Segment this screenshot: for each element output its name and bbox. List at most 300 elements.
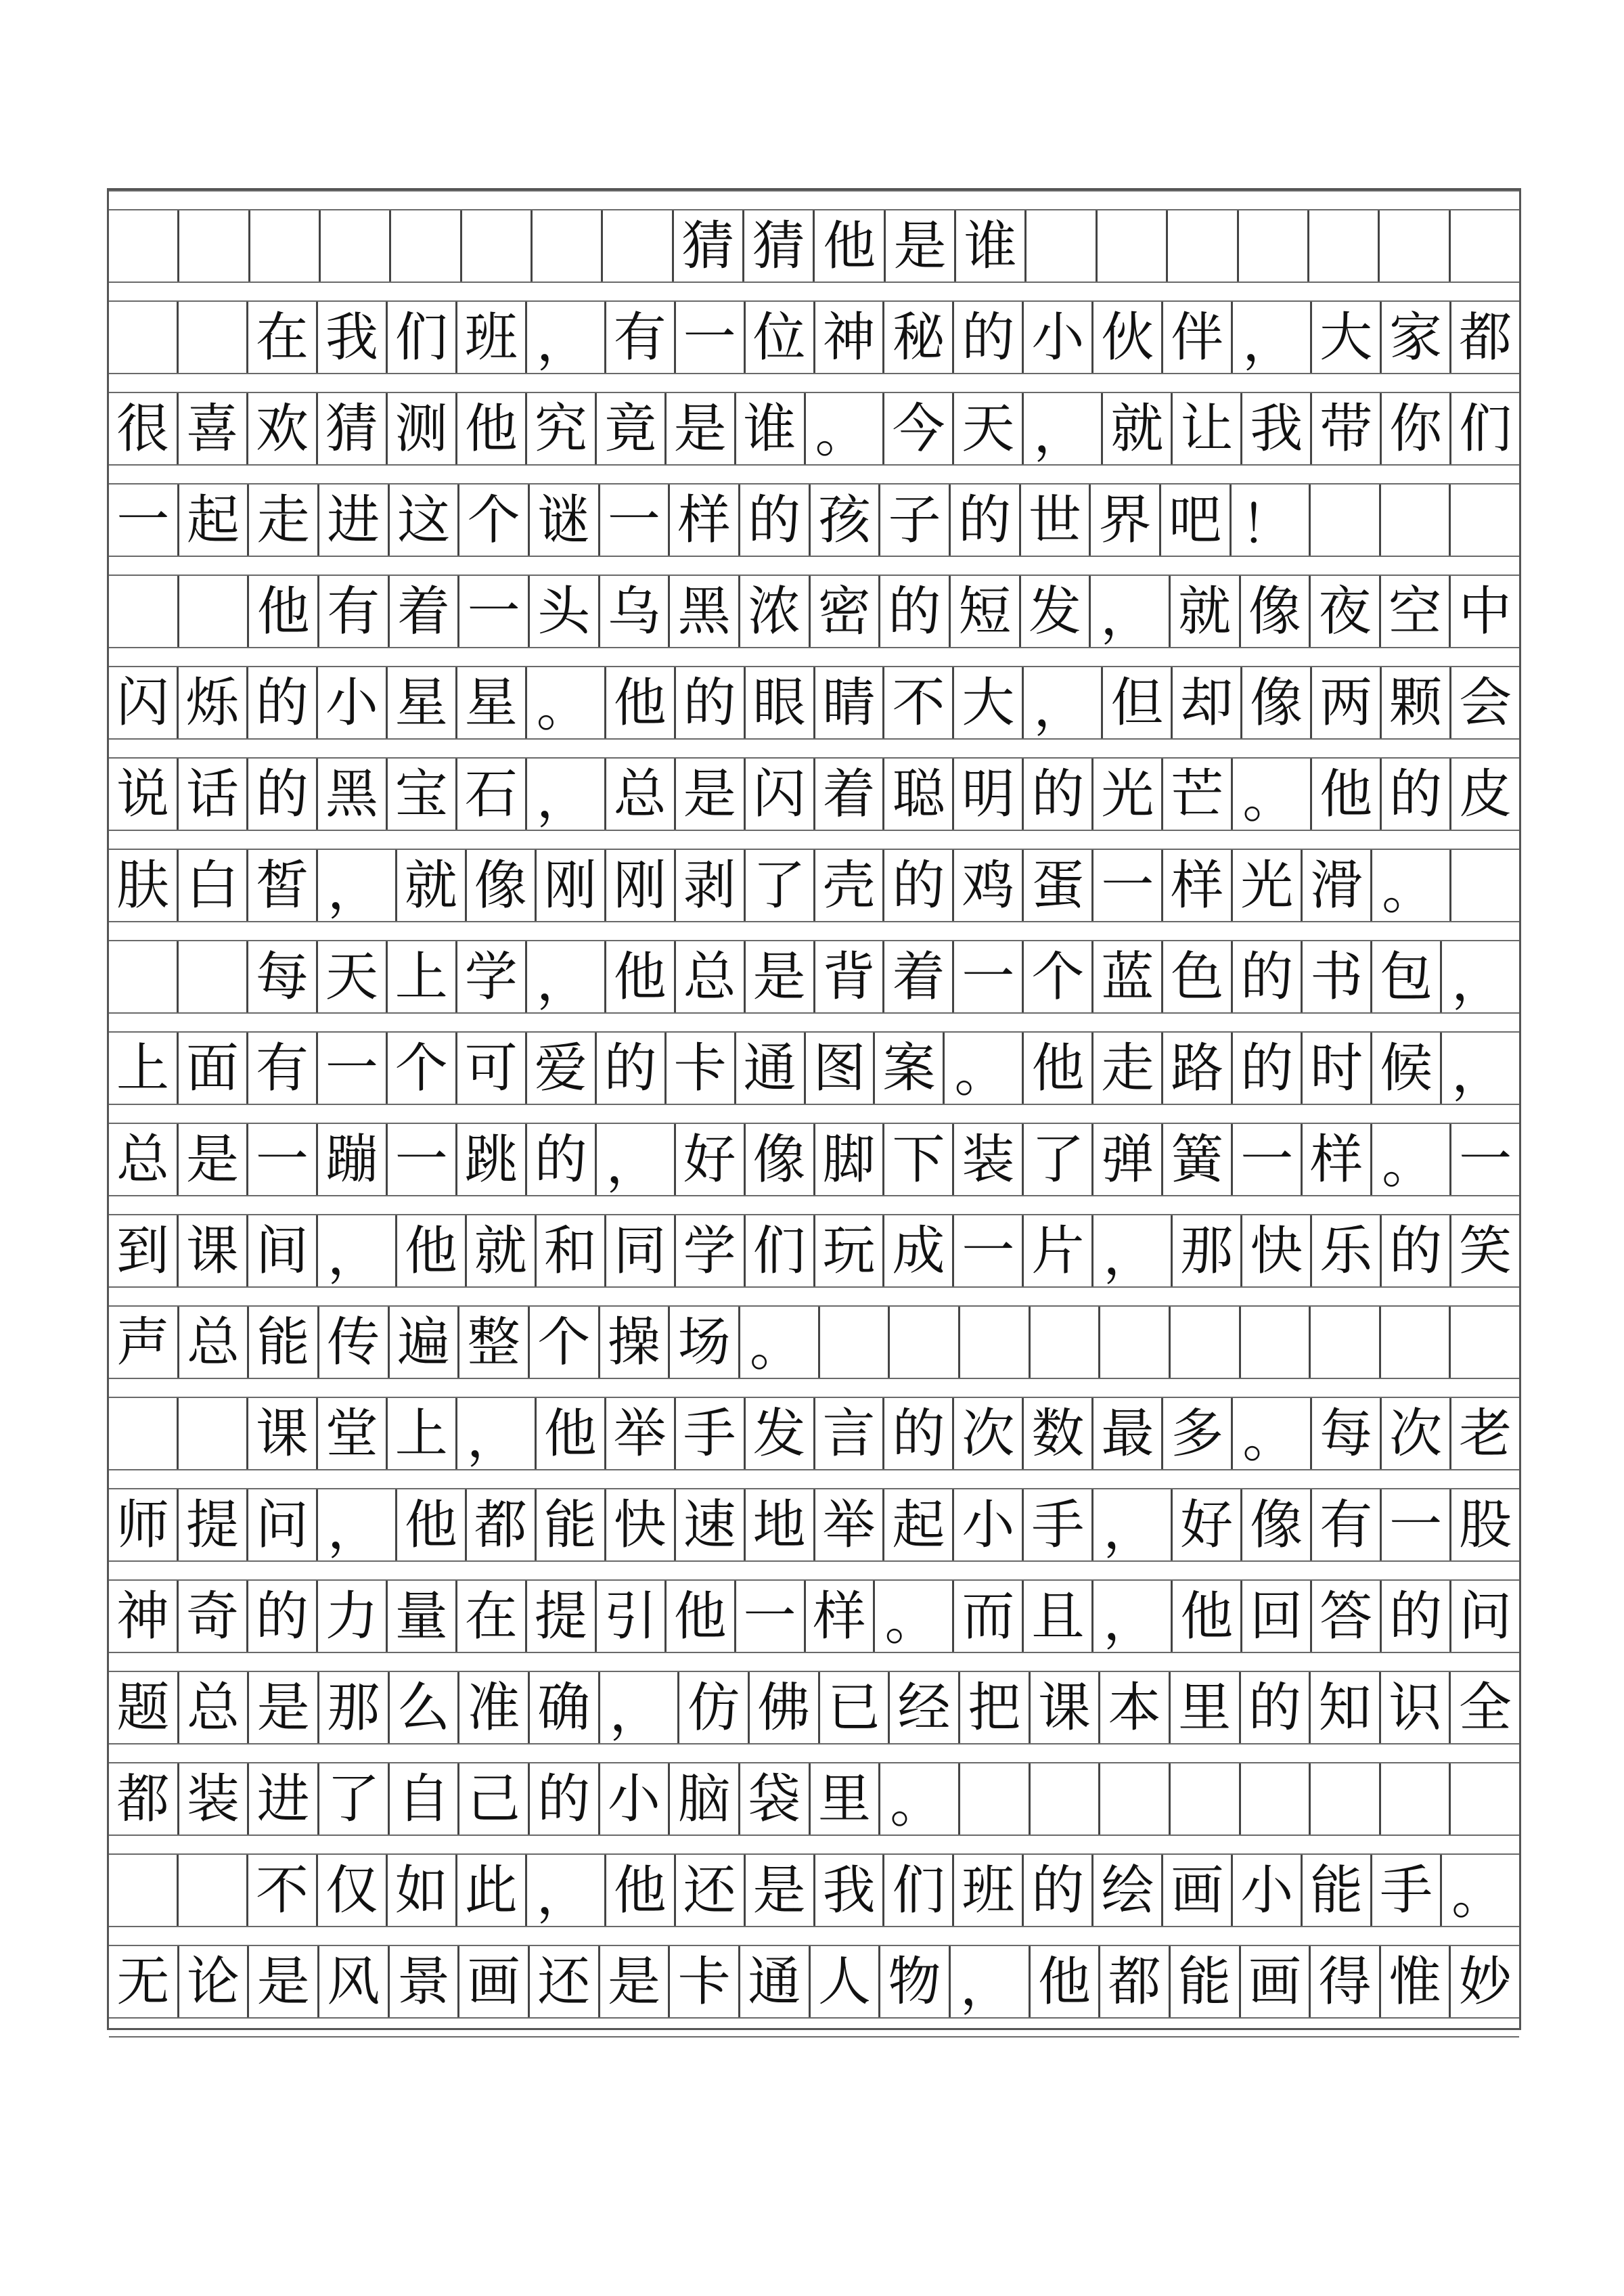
grid-cell: 这 bbox=[390, 485, 460, 556]
grid-cell: 谁 bbox=[736, 393, 806, 464]
grid-cell: 通 bbox=[740, 1946, 811, 2017]
grid-cell: 好 bbox=[676, 1124, 746, 1195]
grid-cell: 堂 bbox=[318, 1398, 388, 1469]
grid-cell bbox=[109, 210, 179, 282]
grid-cell: 知 bbox=[1311, 1672, 1381, 1743]
grid-cell bbox=[1098, 210, 1168, 282]
grid-cell: 的 bbox=[880, 576, 951, 647]
grid-cell: 的 bbox=[1024, 759, 1093, 830]
grid-cell: 。 bbox=[527, 667, 606, 738]
grid-cell: 就 bbox=[1103, 393, 1173, 464]
grid-row bbox=[109, 1855, 1519, 1926]
grid-cell: 此 bbox=[457, 1855, 527, 1926]
grid-cell: 声 bbox=[109, 1307, 179, 1378]
grid-cell bbox=[1241, 1763, 1311, 1834]
grid-cell: 黑 bbox=[318, 759, 388, 830]
grid-cell: 神 bbox=[109, 1581, 179, 1652]
grid-cell: 他 bbox=[606, 941, 676, 1012]
grid-cell: 他 bbox=[1024, 1033, 1093, 1104]
grid-cell: 两 bbox=[1312, 667, 1382, 738]
grid-cell: 能 bbox=[1303, 1855, 1372, 1926]
grid-cell: 是 bbox=[179, 1124, 248, 1195]
grid-cell: 画 bbox=[1163, 1855, 1233, 1926]
grid-cell: 装 bbox=[179, 1763, 250, 1834]
grid-cell: 的 bbox=[597, 1033, 667, 1104]
grid-cell bbox=[1451, 1307, 1519, 1378]
grid-cell: 鸡 bbox=[954, 850, 1024, 921]
grid-cell: 场 bbox=[670, 1307, 740, 1378]
grid-cell: 成 bbox=[884, 1215, 954, 1286]
grid-cell: 图 bbox=[806, 1033, 876, 1104]
grid-cell: ， bbox=[1091, 576, 1171, 647]
grid-cell: 是 bbox=[746, 1855, 815, 1926]
grid-cell: 发 bbox=[746, 1398, 815, 1469]
grid-cell: 是 bbox=[600, 1946, 671, 2017]
grid-cell: 的 bbox=[1233, 941, 1303, 1012]
grid-cell: 的 bbox=[951, 485, 1021, 556]
grid-cell: 吧 bbox=[1161, 485, 1232, 556]
grid-cell: 皙 bbox=[248, 850, 318, 921]
grid-cell: 间 bbox=[248, 1215, 318, 1286]
grid-cell: 多 bbox=[1163, 1398, 1233, 1469]
grid-cell: 人 bbox=[811, 1946, 881, 2017]
grid-cell: 们 bbox=[746, 1215, 815, 1286]
grid-cell: 的 bbox=[1382, 759, 1451, 830]
grid-cell: 他 bbox=[457, 393, 527, 464]
grid-cell: 的 bbox=[884, 1398, 954, 1469]
grid-cell: 奇 bbox=[179, 1581, 248, 1652]
grid-cell: 都 bbox=[109, 1763, 179, 1834]
grid-cell: 位 bbox=[746, 302, 815, 373]
grid-cell: 不 bbox=[884, 667, 954, 738]
grid-cell: 准 bbox=[459, 1672, 530, 1743]
grid-cell: 小 bbox=[318, 667, 388, 738]
grid-cell: 绘 bbox=[1093, 1855, 1163, 1926]
grid-cell: 快 bbox=[606, 1489, 676, 1560]
grid-row bbox=[109, 667, 1519, 738]
grid-cell: 包 bbox=[1372, 941, 1442, 1012]
grid-cell bbox=[1311, 485, 1381, 556]
grid-cell: 总 bbox=[179, 1307, 250, 1378]
grid-cell: 手 bbox=[1024, 1489, 1093, 1560]
grid-cell: 着 bbox=[390, 576, 460, 647]
grid-cell: 快 bbox=[1242, 1215, 1312, 1286]
grid-cell: 他 bbox=[606, 667, 676, 738]
grid-cell: 爱 bbox=[527, 1033, 597, 1104]
grid-cell: 神 bbox=[815, 302, 885, 373]
grid-cell bbox=[179, 941, 248, 1012]
grid-cell: 识 bbox=[1381, 1672, 1451, 1743]
grid-cell: 景 bbox=[390, 1946, 460, 2017]
row-separator bbox=[109, 373, 1519, 393]
grid-cell: 提 bbox=[527, 1581, 597, 1652]
grid-cell: 烁 bbox=[179, 667, 248, 738]
grid-cell: ， bbox=[1024, 393, 1103, 464]
row-separator bbox=[109, 647, 1519, 667]
grid-cell: 班 bbox=[457, 302, 527, 373]
grid-cell: 。 bbox=[1233, 1398, 1312, 1469]
grid-cell: 力 bbox=[318, 1581, 388, 1652]
grid-cell: 次 bbox=[1382, 1398, 1451, 1469]
grid-cell bbox=[1311, 1763, 1381, 1834]
grid-cell: 问 bbox=[1459, 1585, 1512, 1647]
grid-cell: 的 bbox=[530, 1763, 600, 1834]
grid-row bbox=[109, 210, 1519, 282]
grid-cell: 在 bbox=[248, 302, 318, 373]
grid-cell: 有 bbox=[606, 302, 676, 373]
grid-cell: 里 bbox=[1171, 1672, 1241, 1743]
grid-cell: 。 bbox=[1372, 850, 1451, 921]
grid-cell bbox=[1171, 1307, 1241, 1378]
grid-cell: 画 bbox=[459, 1946, 530, 2017]
grid-cell: 说 bbox=[109, 759, 179, 830]
grid-cell: 宝 bbox=[388, 759, 457, 830]
grid-cell: 整 bbox=[459, 1307, 530, 1378]
row-separator bbox=[109, 282, 1519, 302]
grid-cell: 样 bbox=[670, 485, 740, 556]
grid-cell: 了 bbox=[319, 1763, 390, 1834]
grid-cell: 一 bbox=[736, 1581, 806, 1652]
grid-cell: 的 bbox=[1233, 1033, 1303, 1104]
grid-cell: 颗 bbox=[1382, 667, 1451, 738]
grid-cell: 。 bbox=[875, 1581, 954, 1652]
grid-cell bbox=[1027, 210, 1097, 282]
grid-cell: 芒 bbox=[1163, 759, 1233, 830]
grid-cell: 的 bbox=[740, 485, 811, 556]
grid-cell: 一 bbox=[600, 485, 671, 556]
grid-cell bbox=[391, 210, 461, 282]
grid-cell: 引 bbox=[597, 1581, 667, 1652]
grid-cell: 里 bbox=[811, 1763, 881, 1834]
grid-row bbox=[109, 1581, 1519, 1652]
grid-cell bbox=[1100, 1763, 1171, 1834]
row-separator bbox=[109, 1560, 1519, 1581]
grid-cell: 他 bbox=[1173, 1581, 1242, 1652]
grid-cell: 举 bbox=[606, 1398, 676, 1469]
grid-cell: 有 bbox=[1312, 1489, 1382, 1560]
grid-cell: 测 bbox=[388, 393, 457, 464]
grid-cell: 师 bbox=[109, 1489, 179, 1560]
grid-cell: 班 bbox=[954, 1855, 1024, 1926]
grid-cell: 通 bbox=[736, 1033, 806, 1104]
grid-cell: 着 bbox=[884, 941, 954, 1012]
grid-cell: 妙 bbox=[1458, 1951, 1512, 2012]
grid-cell: 是 bbox=[886, 210, 956, 282]
grid-cell: 的 bbox=[1382, 1215, 1451, 1286]
grid-cell: 了 bbox=[1024, 1124, 1093, 1195]
grid-cell bbox=[533, 210, 603, 282]
grid-cell: 眼 bbox=[746, 667, 815, 738]
grid-cell: ， bbox=[1233, 302, 1312, 373]
grid-cell: 股 bbox=[1459, 1494, 1512, 1556]
grid-cell: 下 bbox=[884, 1124, 954, 1195]
row-separator bbox=[109, 921, 1519, 941]
grid-cell: 一 bbox=[459, 576, 530, 647]
grid-cell bbox=[462, 210, 533, 282]
grid-cell: 佛 bbox=[750, 1672, 820, 1743]
grid-cell: 刚 bbox=[606, 850, 676, 921]
grid-cell: 惟 bbox=[1381, 1946, 1451, 2017]
grid-cell: ， bbox=[1451, 951, 1505, 1012]
grid-cell: 个 bbox=[459, 485, 530, 556]
grid-cell: 蓝 bbox=[1093, 941, 1163, 1012]
row-separator bbox=[109, 1104, 1519, 1124]
grid-cell: 他 bbox=[249, 576, 319, 647]
grid-cell: 一 bbox=[676, 302, 746, 373]
grid-cell: 是 bbox=[746, 941, 815, 1012]
grid-cell bbox=[179, 1398, 248, 1469]
grid-cell: 全 bbox=[1458, 1677, 1512, 1738]
grid-cell: 总 bbox=[109, 1124, 179, 1195]
grid-cell: 举 bbox=[815, 1489, 885, 1560]
grid-cell: 欢 bbox=[248, 393, 318, 464]
grid-cell: 课 bbox=[179, 1215, 248, 1286]
grid-cell: 能 bbox=[537, 1489, 606, 1560]
grid-row bbox=[109, 1763, 1519, 1834]
grid-row bbox=[109, 1307, 1519, 1378]
grid-cell bbox=[1031, 1307, 1101, 1378]
grid-cell: 仿 bbox=[679, 1672, 750, 1743]
grid-cell: 不 bbox=[248, 1855, 318, 1926]
grid-cell: 上 bbox=[388, 941, 457, 1012]
grid-cell bbox=[1241, 1307, 1311, 1378]
grid-cell: 他 bbox=[606, 1855, 676, 1926]
grid-cell: 白 bbox=[179, 850, 248, 921]
grid-cell bbox=[1100, 1307, 1171, 1378]
grid-cell: 肤 bbox=[109, 850, 179, 921]
grid-cell: 闪 bbox=[746, 759, 815, 830]
grid-cell: 玩 bbox=[815, 1215, 885, 1286]
grid-cell: 的 bbox=[248, 759, 318, 830]
grid-cell: 画 bbox=[1241, 1946, 1311, 2017]
grid-cell bbox=[1309, 210, 1380, 282]
grid-cell bbox=[109, 576, 179, 647]
grid-cell: 今 bbox=[884, 393, 954, 464]
grid-cell: 回 bbox=[1242, 1581, 1312, 1652]
grid-cell: 传 bbox=[319, 1307, 390, 1378]
grid-cell: 就 bbox=[397, 850, 467, 921]
grid-cell: 的 bbox=[1382, 1581, 1451, 1652]
grid-cell: 喜 bbox=[179, 393, 248, 464]
grid-cell: 他 bbox=[397, 1489, 467, 1560]
grid-cell: 一 bbox=[1093, 850, 1163, 921]
grid-cell: ， bbox=[1451, 1043, 1505, 1104]
grid-cell: 孩 bbox=[811, 485, 881, 556]
grid-cell: 有 bbox=[319, 576, 390, 647]
grid-cell: 伴 bbox=[1163, 302, 1233, 373]
grid-cell: 。 bbox=[1233, 759, 1312, 830]
grid-cell: 究 bbox=[527, 393, 597, 464]
grid-cell: 数 bbox=[1024, 1398, 1093, 1469]
grid-cell: 像 bbox=[746, 1124, 815, 1195]
grid-cell: ， bbox=[1093, 1581, 1173, 1652]
grid-cell: 小 bbox=[600, 1763, 671, 1834]
grid-cell: 那 bbox=[1173, 1215, 1242, 1286]
grid-cell: 光 bbox=[1093, 759, 1163, 830]
row-separator bbox=[109, 464, 1519, 485]
grid-cell bbox=[890, 1307, 960, 1378]
grid-cell: 的 bbox=[884, 850, 954, 921]
grid-cell: 像 bbox=[1242, 1489, 1312, 1560]
grid-cell: 仅 bbox=[318, 1855, 388, 1926]
grid-cell: 竟 bbox=[597, 393, 667, 464]
grid-cell: 。 bbox=[1451, 1865, 1505, 1926]
grid-cell: 老 bbox=[1459, 1403, 1512, 1464]
grid-cell bbox=[1031, 1763, 1101, 1834]
grid-cell: 夜 bbox=[1311, 576, 1381, 647]
grid-cell bbox=[1451, 850, 1519, 921]
grid-cell: 带 bbox=[1312, 393, 1382, 464]
grid-cell bbox=[1451, 485, 1519, 556]
grid-cell: 乌 bbox=[600, 576, 671, 647]
grid-cell: 个 bbox=[388, 1033, 457, 1104]
grid-cell: 色 bbox=[1163, 941, 1233, 1012]
grid-cell: 量 bbox=[388, 1581, 457, 1652]
grid-cell: 你 bbox=[1382, 393, 1451, 464]
grid-cell: 一 bbox=[318, 1033, 388, 1104]
grid-cell: 。 bbox=[740, 1307, 820, 1378]
grid-cell: 把 bbox=[960, 1672, 1031, 1743]
grid-cell: 他 bbox=[1312, 759, 1382, 830]
grid-cell: 还 bbox=[676, 1855, 746, 1926]
grid-cell: 的 bbox=[1024, 1855, 1093, 1926]
grid-cell: 小 bbox=[1233, 1855, 1303, 1926]
grid-row bbox=[109, 302, 1519, 373]
grid-cell: 那 bbox=[319, 1672, 390, 1743]
grid-cell: 世 bbox=[1021, 485, 1091, 556]
grid-cell: 他 bbox=[1031, 1946, 1101, 2017]
grid-cell: 操 bbox=[600, 1307, 671, 1378]
grid-row bbox=[109, 1033, 1519, 1104]
grid-cell: 还 bbox=[530, 1946, 600, 2017]
grid-cell: 一 bbox=[954, 941, 1024, 1012]
grid-cell: 们 bbox=[388, 302, 457, 373]
grid-cell: 的 bbox=[954, 302, 1024, 373]
grid-cell: 猜 bbox=[318, 393, 388, 464]
grid-cell: ， bbox=[1093, 1489, 1173, 1560]
grid-cell: 的 bbox=[1241, 1672, 1311, 1743]
grid-cell bbox=[109, 302, 179, 373]
grid-cell: 片 bbox=[1024, 1215, 1093, 1286]
grid-cell: 面 bbox=[179, 1033, 248, 1104]
grid-cell: 一 bbox=[1459, 1129, 1512, 1190]
grid-cell: 最 bbox=[1093, 1398, 1163, 1469]
grid-cell bbox=[1380, 210, 1450, 282]
grid-cell: 已 bbox=[820, 1672, 890, 1743]
grid-cell: 壳 bbox=[815, 850, 885, 921]
grid-cell: 一 bbox=[1233, 1124, 1303, 1195]
grid-cell: 物 bbox=[880, 1946, 951, 2017]
grid-cell: 到 bbox=[109, 1215, 179, 1286]
grid-row bbox=[109, 941, 1519, 1012]
grid-cell: 笑 bbox=[1459, 1220, 1512, 1282]
grid-cell bbox=[960, 1763, 1031, 1834]
grid-cell: 他 bbox=[537, 1398, 606, 1469]
grid-cell bbox=[1451, 210, 1519, 282]
grid-cell: 手 bbox=[1372, 1855, 1442, 1926]
grid-cell bbox=[1168, 210, 1238, 282]
grid-cell: 星 bbox=[457, 667, 527, 738]
grid-cell: 脚 bbox=[815, 1124, 885, 1195]
grid-cell: ， bbox=[597, 1124, 676, 1195]
grid-cell: 像 bbox=[1241, 576, 1311, 647]
grid-cell: 样 bbox=[806, 1581, 876, 1652]
grid-cell: 像 bbox=[467, 850, 537, 921]
grid-cell: 己 bbox=[459, 1763, 530, 1834]
grid-cell: 么 bbox=[390, 1672, 460, 1743]
grid-cell: ， bbox=[527, 941, 606, 1012]
grid-cell: 上 bbox=[109, 1033, 179, 1104]
grid-cell: 大 bbox=[1312, 302, 1382, 373]
grid-cell: ， bbox=[318, 1489, 397, 1560]
grid-cell: 背 bbox=[815, 941, 885, 1012]
grid-cell: 们 bbox=[1459, 398, 1512, 459]
grid-cell: 滑 bbox=[1303, 850, 1372, 921]
grid-cell: 言 bbox=[815, 1398, 885, 1469]
grid-cell: 光 bbox=[1233, 850, 1303, 921]
grid-cell: 答 bbox=[1312, 1581, 1382, 1652]
grid-cell: 得 bbox=[1311, 1946, 1381, 2017]
grid-cell: 一 bbox=[248, 1124, 318, 1195]
grid-cell: 我 bbox=[815, 1855, 885, 1926]
grid-row bbox=[109, 485, 1519, 556]
grid-row bbox=[109, 850, 1519, 921]
row-separator bbox=[109, 1286, 1519, 1307]
grid-cell: 中 bbox=[1458, 581, 1512, 642]
grid-cell: 大 bbox=[954, 667, 1024, 738]
grid-cell bbox=[179, 302, 248, 373]
grid-cell: 谁 bbox=[956, 210, 1027, 282]
grid-cell: 起 bbox=[884, 1489, 954, 1560]
grid-cell: 家 bbox=[1382, 302, 1451, 373]
grid-cell: 走 bbox=[1093, 1033, 1163, 1104]
grid-cell: 却 bbox=[1173, 667, 1242, 738]
grid-row bbox=[109, 393, 1519, 464]
grid-cell: ， bbox=[527, 1855, 606, 1926]
grid-cell: 小 bbox=[954, 1489, 1024, 1560]
grid-cell: 黑 bbox=[670, 576, 740, 647]
grid-cell: 浓 bbox=[740, 576, 811, 647]
row-separator bbox=[109, 190, 1519, 210]
grid-cell: 了 bbox=[746, 850, 815, 921]
row-separator bbox=[109, 1469, 1519, 1489]
grid-row bbox=[109, 1672, 1519, 1743]
grid-cell: 天 bbox=[318, 941, 388, 1012]
grid-cell: 跳 bbox=[457, 1124, 527, 1195]
grid-row bbox=[109, 1946, 1519, 2017]
grid-cell: 一 bbox=[109, 485, 179, 556]
grid-cell: ！ bbox=[1232, 485, 1311, 556]
grid-cell: 进 bbox=[319, 485, 390, 556]
grid-cell: 无 bbox=[109, 1946, 179, 2017]
grid-cell: 簧 bbox=[1163, 1124, 1233, 1195]
grid-cell: 手 bbox=[676, 1398, 746, 1469]
grid-cell: 自 bbox=[390, 1763, 460, 1834]
grid-cell: 和 bbox=[537, 1215, 606, 1286]
grid-cell: 每 bbox=[248, 941, 318, 1012]
grid-cell bbox=[179, 576, 250, 647]
grid-cell: 走 bbox=[249, 485, 319, 556]
grid-cell bbox=[603, 210, 673, 282]
grid-cell: 的 bbox=[527, 1124, 597, 1195]
grid-cell: 有 bbox=[248, 1033, 318, 1104]
row-separator bbox=[109, 830, 1519, 850]
grid-cell: 一 bbox=[954, 1215, 1024, 1286]
grid-cell: 子 bbox=[880, 485, 951, 556]
grid-cell: ， bbox=[1024, 667, 1103, 738]
grid-cell bbox=[321, 210, 391, 282]
row-separator bbox=[109, 556, 1519, 576]
